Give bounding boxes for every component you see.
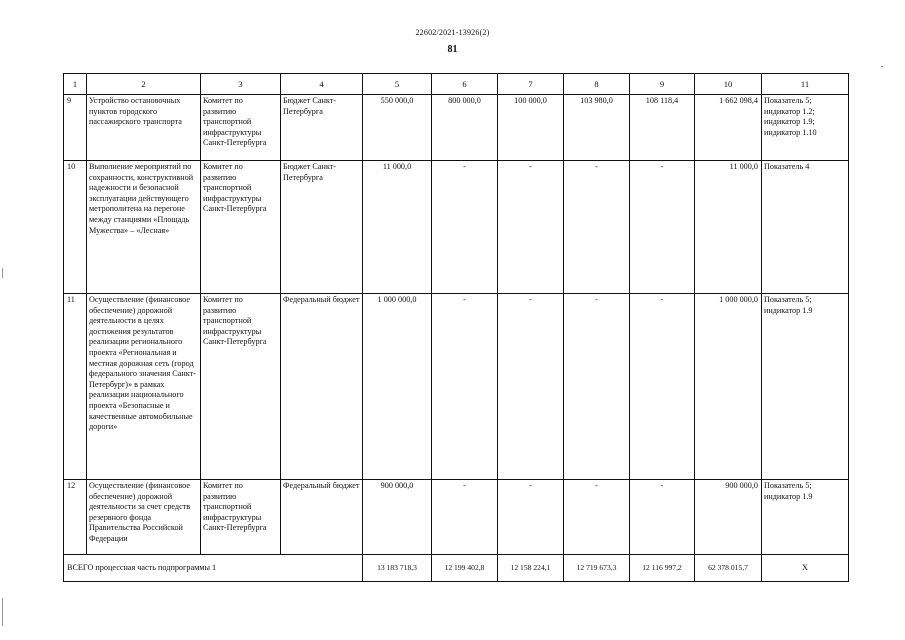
column-header: 7: [498, 74, 564, 95]
amount-cell: -: [630, 294, 695, 480]
row-number: 9: [64, 95, 87, 161]
amount-cell: 900 000,0: [363, 480, 432, 555]
scan-speck: [881, 66, 883, 67]
indicator-cell: Показатель 5; индикатор 1.9: [762, 294, 849, 480]
page-number: 81: [447, 44, 458, 55]
total-row: [64, 555, 849, 582]
amount-cell: 100 000,0: [498, 95, 564, 161]
column-header: 8: [564, 74, 630, 95]
amount-total-cell: 1 662 098,4: [695, 95, 762, 161]
indicator-cell: Показатель 4: [762, 161, 849, 294]
amount-cell: -: [498, 294, 564, 480]
amount-cell: -: [432, 294, 498, 480]
total-indicator-mark: Х: [762, 555, 849, 582]
column-header: 2: [87, 74, 201, 95]
total-amount: 12 199 402,8: [432, 555, 498, 582]
amount-cell: -: [564, 161, 630, 294]
indicator-cell: Показатель 5; индикатор 1.9: [762, 480, 849, 555]
column-header: 5: [363, 74, 432, 95]
document-id: 22602/2021-13926(2): [415, 28, 490, 37]
total-amount: 12 158 224,1: [498, 555, 564, 582]
amount-cell: -: [630, 161, 695, 294]
activity-name: Устройство остановочных пунктов городского пассажирского транспорта: [87, 95, 201, 161]
column-header: 6: [432, 74, 498, 95]
total-amount: 12 719 673,3: [564, 555, 630, 582]
amount-cell: 550 000,0: [363, 95, 432, 161]
row-number: 10: [64, 161, 87, 294]
total-label: ВСЕГО процессная часть подпрограммы 1: [64, 555, 363, 582]
column-header: 4: [281, 74, 363, 95]
grand-total-amount: 62 378 015,7: [695, 555, 762, 582]
table-row: [64, 480, 849, 555]
column-header: 10: [695, 74, 762, 95]
amount-cell: 1 000 000,0: [363, 294, 432, 480]
executor: Комитет по развитию транспортной инфраструктуры Санкт-Петербурга: [201, 480, 281, 555]
executor: Комитет по развитию транспортной инфраструктуры Санкт-Петербурга: [201, 95, 281, 161]
table-row: [64, 161, 849, 294]
executor: Комитет по развитию транспортной инфраструктуры Санкт-Петербурга: [201, 161, 281, 294]
budget-table: [63, 73, 849, 582]
amount-cell: -: [432, 161, 498, 294]
activity-name: Осуществление (финансовое обеспечение) дорожной деятельности за счет средств резервного фонда Правительства Российской Федерации: [87, 480, 201, 555]
amount-cell: -: [564, 480, 630, 555]
total-amount: 13 183 718,3: [363, 555, 432, 582]
funding-source: Бюджет Санкт-Петербурга: [281, 161, 363, 294]
column-header: 9: [630, 74, 695, 95]
amount-cell: -: [498, 480, 564, 555]
amount-cell: 108 118,4: [630, 95, 695, 161]
activity-name: Выполнение мероприятий по сохранности, конструктивной надежности и безопасной эксплуатации действующего метрополитена на перегоне между станциями «Площадь Мужества» – «Лесная»: [87, 161, 201, 294]
table-row: [64, 95, 849, 161]
funding-source: Федеральный бюджет: [281, 294, 363, 480]
amount-total-cell: 1 000 000,0: [695, 294, 762, 480]
amount-total-cell: 900 000,0: [695, 480, 762, 555]
row-number: 11: [64, 294, 87, 480]
amount-cell: 11 000,0: [363, 161, 432, 294]
row-number: 12: [64, 480, 87, 555]
column-header: 3: [201, 74, 281, 95]
funding-source: Федеральный бюджет: [281, 480, 363, 555]
total-amount: 12 116 997,2: [630, 555, 695, 582]
amount-cell: -: [630, 480, 695, 555]
margin-mark: [2, 268, 3, 278]
column-header-row: [64, 74, 849, 95]
column-header: 1: [64, 74, 87, 95]
activity-name: Осуществление (финансовое обеспечение) дорожной деятельности в целях достижения результатов реализации регионального проекта «Региональная и местная дорожная сеть (город федерального значения Санкт-Петербург)» в рамках реализации национального проекта «Безопасные и качественные автомобильные дороги»: [87, 294, 201, 480]
amount-cell: -: [564, 294, 630, 480]
indicator-cell: Показатель 5; индикатор 1.2; индикатор 1.9; индикатор 1.10: [762, 95, 849, 161]
amount-cell: 800 000,0: [432, 95, 498, 161]
table-row: [64, 294, 849, 480]
column-header: 11: [762, 74, 849, 95]
amount-total-cell: 11 000,0: [695, 161, 762, 294]
amount-cell: -: [498, 161, 564, 294]
executor: Комитет по развитию транспортной инфраструктуры Санкт-Петербурга: [201, 294, 281, 480]
amount-cell: -: [432, 480, 498, 555]
funding-source: Бюджет Санкт-Петербурга: [281, 95, 363, 161]
amount-cell: 103 980,0: [564, 95, 630, 161]
margin-mark: [2, 598, 3, 626]
